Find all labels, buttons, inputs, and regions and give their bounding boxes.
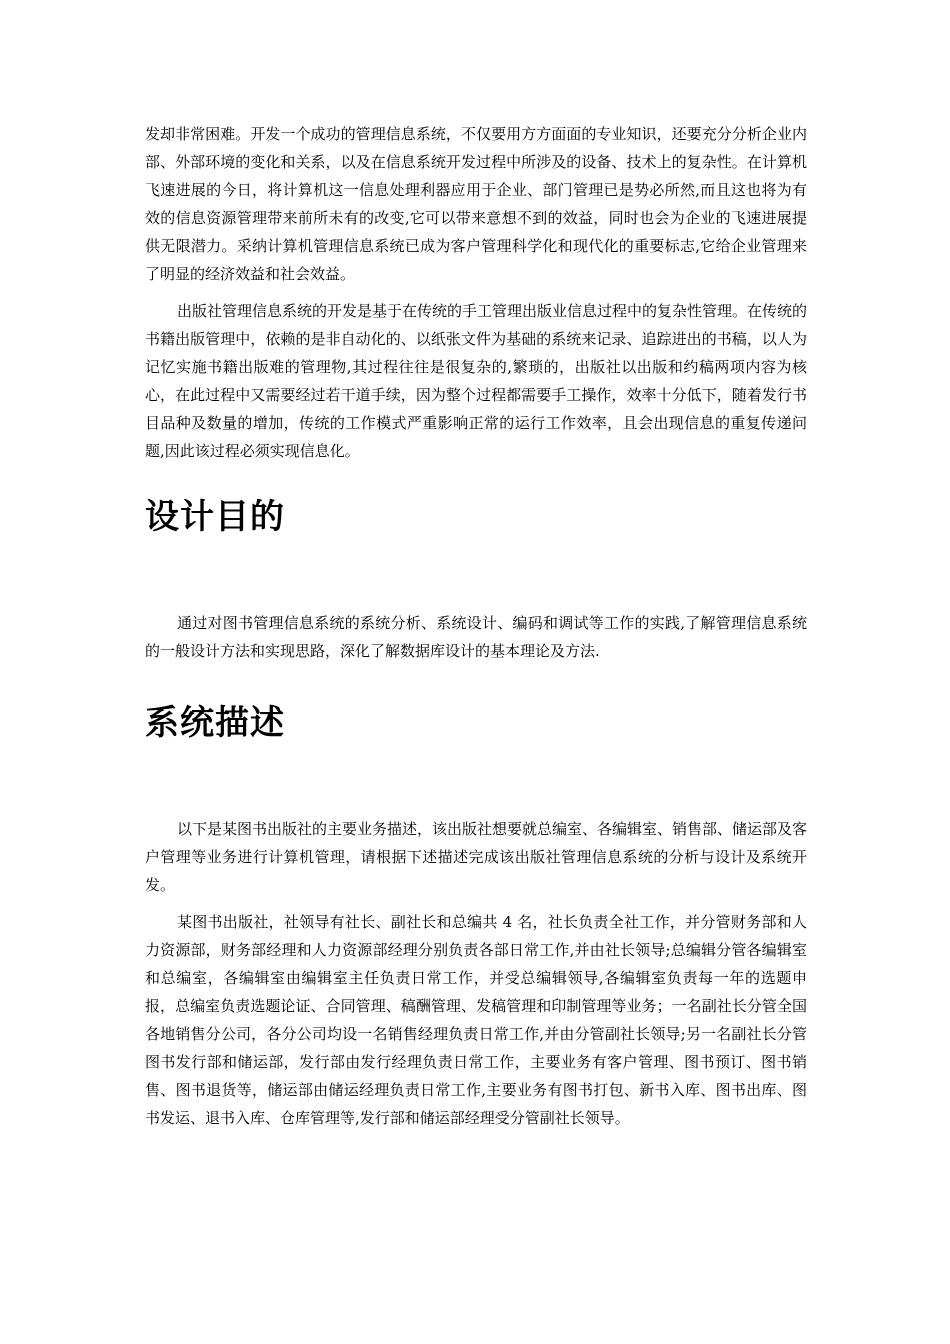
- paragraph-business-overview: 以下是某图书出版社的主要业务描述，该出版社想要就总编室、各编辑室、销售部、储运部及客户管理等业务进行计算机管理，请根据下述描述完成该出版社管理信息系统的分析与设计及系统开发。: [145, 820, 808, 894]
- document-body: [145, 120, 807, 1132]
- paragraph-publisher-background: 出版社管理信息系统的开发是基于在传统的手工管理出版业信息过程中的复杂性管理。在传统的书籍出版管理中，依赖的是非自动化的、以纸张文件为基础的系统来记录、追踪进出的书稿，以人为记忆实施书籍出版难的管理物,其过程往往是很复杂的,繁琐的，出版社以出版和约稿两项内容为核心，在此过程中又需要经过若干道手续，因为整个过程都需要手工操作，效率十分低下，随着发行书目品种及数量的增加，传统的工作模式严重影响正常的运行工作效率，且会出现信息的重复传递问题,因此该过程必须实现信息化。: [145, 302, 808, 460]
- paragraph-intro-continued: 发却非常困难。开发一个成功的管理信息系统，不仅要用方方面面的专业知识，还要充分分析企业内部、外部环境的变化和关系，以及在信息系统开发过程中所涉及的设备、技术上的复杂性。在计算机飞速进展的今日，将计算机这一信息处理利器应用于企业、部门管理已是势必所然,而且这也将为有效的信息资源管理带来前所未有的改变,它可以带来意想不到的效益，同时也会为企业的飞速进展提供无限潜力。采纳计算机管理信息系统已成为客户管理科学化和现代化的重要标志,它给企业管理来了明显的经济效益和社会效益。: [145, 125, 807, 283]
- heading-system-description: 系统描述: [145, 703, 285, 743]
- paragraph-organization-structure: 某图书出版社，社领导有社长、副社长和总编共 4 名，社长负责全社工作，并分管财务部和人力资源部，财务部经理和人力资源部经理分别负责各部日常工作,并由社长领导;总编辑分管各编辑室和总编室，各编辑室由编辑室主任负责日常工作，并受总编辑领导,各编辑室负责每一年的选题申报，总编室负责选题论证、合同管理、稿酬管理、发稿管理和印制管理等业务；一名副社长分管全国各地销售分公司，各分公司均设一名销售经理负责日常工作,并由分管副社长领导;另一名副社长分管图书发行部和储运部，发行部由发行经理负责日常工作，主要业务有客户管理、图书预订、图书销售、图书退货等，储运部由储运经理负责日常工作,主要业务有图书打包、新书入库、图书出库、图书发运、退书入库、仓库管理等,发行部和储运部经理受分管副社长领导。: [145, 913, 807, 1127]
- paragraph-design-purpose: 通过对图书管理信息系统的系统分析、系统设计、编码和调试等工作的实践,了解管理信息系统的一般设计方法和实现思路，深化了解数据库设计的基本理论及方法.: [145, 614, 807, 660]
- heading-design-purpose: 设计目的: [145, 497, 285, 537]
